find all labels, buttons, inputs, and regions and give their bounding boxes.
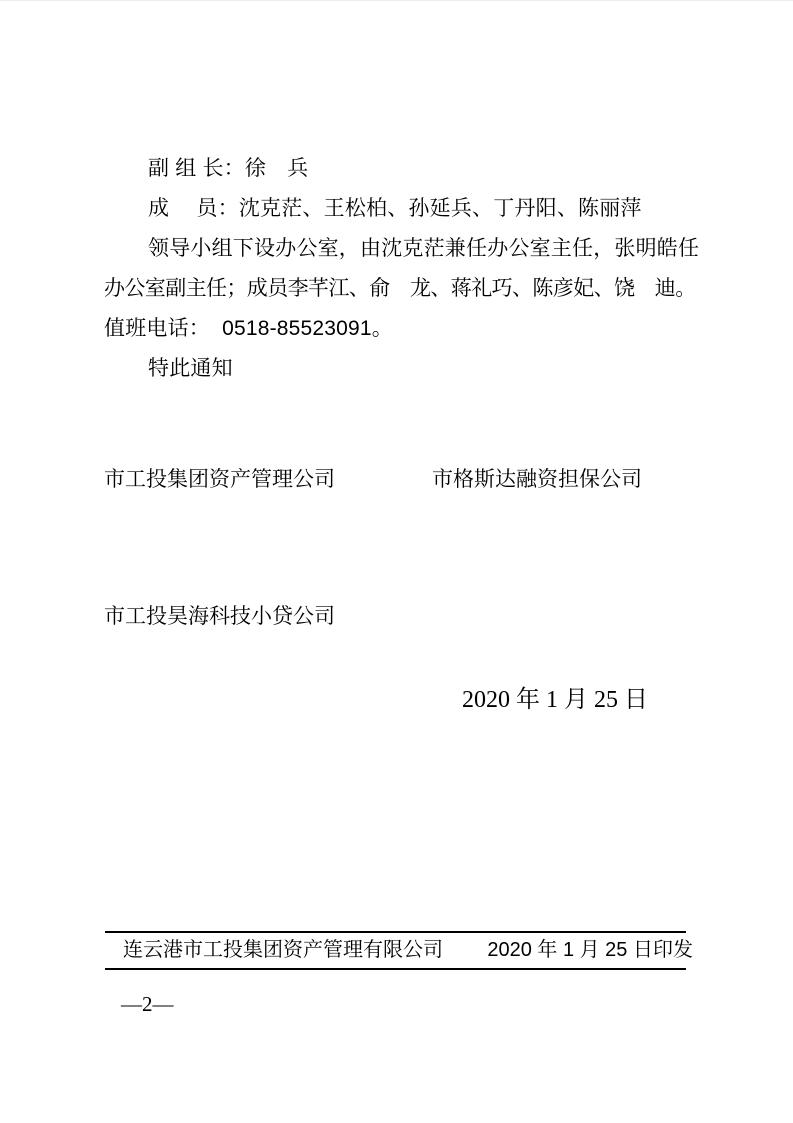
signatory-company-microloan: 市工投昊海科技小贷公司 <box>104 605 335 628</box>
footer-rule-bottom <box>105 968 686 970</box>
footer-print-date: 2020 年 1 月 25 日印发 <box>487 939 693 961</box>
office-paragraph-line-2: 办公室副主任；成员李芊江、俞 龙、蒋礼巧、陈彦妃、饶 迪。 <box>104 277 696 300</box>
footer-issuer: 连云港市工投集团资产管理有限公司 <box>123 939 443 961</box>
office-paragraph-line-1: 领导小组下设办公室，由沈克茫兼任办公室主任，张明皓任 <box>148 237 700 260</box>
document-date: 2020 年 1 月 25 日 <box>462 687 648 713</box>
footer-rule-top <box>105 931 686 933</box>
signatory-company-asset-management: 市工投集团资产管理公司 <box>104 468 335 491</box>
duty-phone-line: 值班电话： 0518-85523091。 <box>104 317 394 340</box>
members-line: 成 员：沈克茫、王松柏、孙延兵、丁丹阳、陈丽萍 <box>148 197 642 220</box>
closing-line: 特此通知 <box>148 357 233 380</box>
footer-colophon <box>123 938 693 962</box>
notice-body <box>104 149 698 389</box>
page-number: —2— <box>121 992 174 1016</box>
signatory-company-guarantee: 市格斯达融资担保公司 <box>432 468 642 491</box>
deputy-leader-line: 副 组 长：徐 兵 <box>148 157 309 180</box>
